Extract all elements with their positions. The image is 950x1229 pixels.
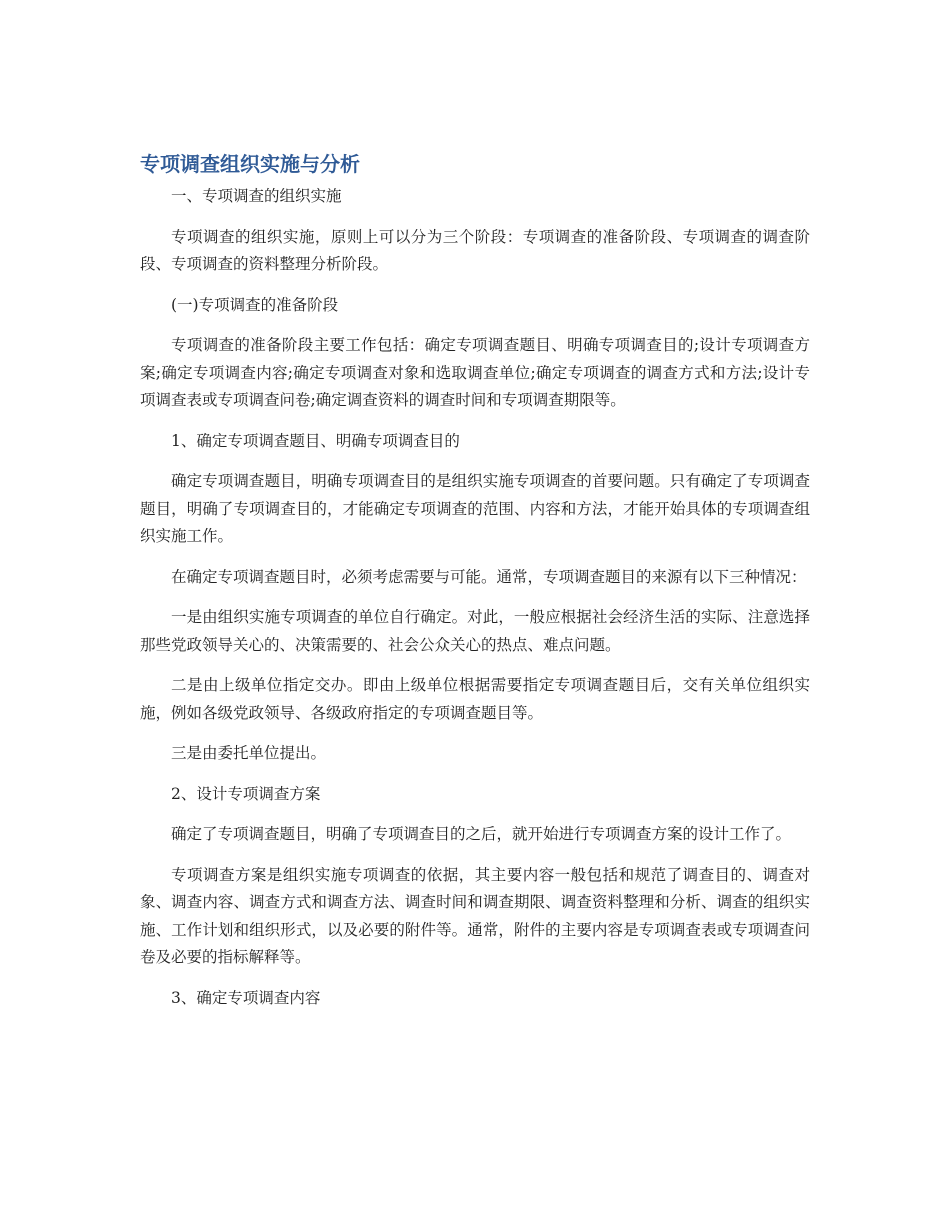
body-paragraph: 专项调查的组织实施，原则上可以分为三个阶段：专项调查的准备阶段、专项调查的调查阶段、专项调查的资料整理分析阶段。 [140,227,810,273]
body-paragraph: 确定专项调查题目，明确专项调查目的是组织实施专项调查的首要问题。只有确定了专项调查题目，明确了专项调查目的，才能确定专项调查的范围、内容和方法，才能开始具体的专项调查组织实施工作。 [140,472,810,545]
body-paragraph: 确定了专项调查题目，明确了专项调查目的之后，就开始进行专项调查方案的设计工作了。 [171,825,792,843]
body-paragraph: 专项调查方案是组织实施专项调查的依据，其主要内容一般包括和规范了调查目的、调查对象、调查内容、调查方式和调查方法、调查时间和调查期限、调查资料整理和分析、调查的组织实施、工作计划和组织形式，以及必要的附件等。通常，附件的主要内容是专项调查表或专项调查问卷及必要的指标解释等。 [140,865,810,966]
body-paragraph: 在确定专项调查题目时，必须考虑需要与可能。通常，专项调查题目的来源有以下三种情况： [171,567,807,586]
subsection-heading: (一)专项调查的准备阶段 [171,295,339,314]
item-heading: 3、确定专项调查内容 [171,988,321,1007]
item-heading: 1、确定专项调查题目、明确专项调查目的 [171,431,460,450]
item-heading: 2、设计专项调查方案 [171,784,321,803]
body-paragraph: 二是由上级单位指定交办。即由上级单位根据需要指定专项调查题目后，交有关单位组织实施，例如各级党政领导、各级政府指定的专项调查题目等。 [140,676,810,722]
document-title: 专项调查组织实施与分析 [140,152,360,176]
body-paragraph: 一是由组织实施专项调查的单位自行确定。对此，一般应根据社会经济生活的实际、注意选择那些党政领导关心的、决策需要的、社会公众关心的热点、难点问题。 [140,608,810,654]
body-paragraph: 三是由委托单位提出。 [171,744,327,762]
body-paragraph: 专项调查的准备阶段主要工作包括：确定专项调查题目、明确专项调查目的;设计专项调查方案;确定专项调查内容;确定专项调查对象和选取调查单位;确定专项调查的调查方式和方法;设计专项调查表或专项调查问卷;确定调查资料的调查时间和专项调查期限等。 [140,336,810,409]
section-heading: 一、专项调查的组织实施 [171,187,342,205]
document-body [140,183,810,1025]
